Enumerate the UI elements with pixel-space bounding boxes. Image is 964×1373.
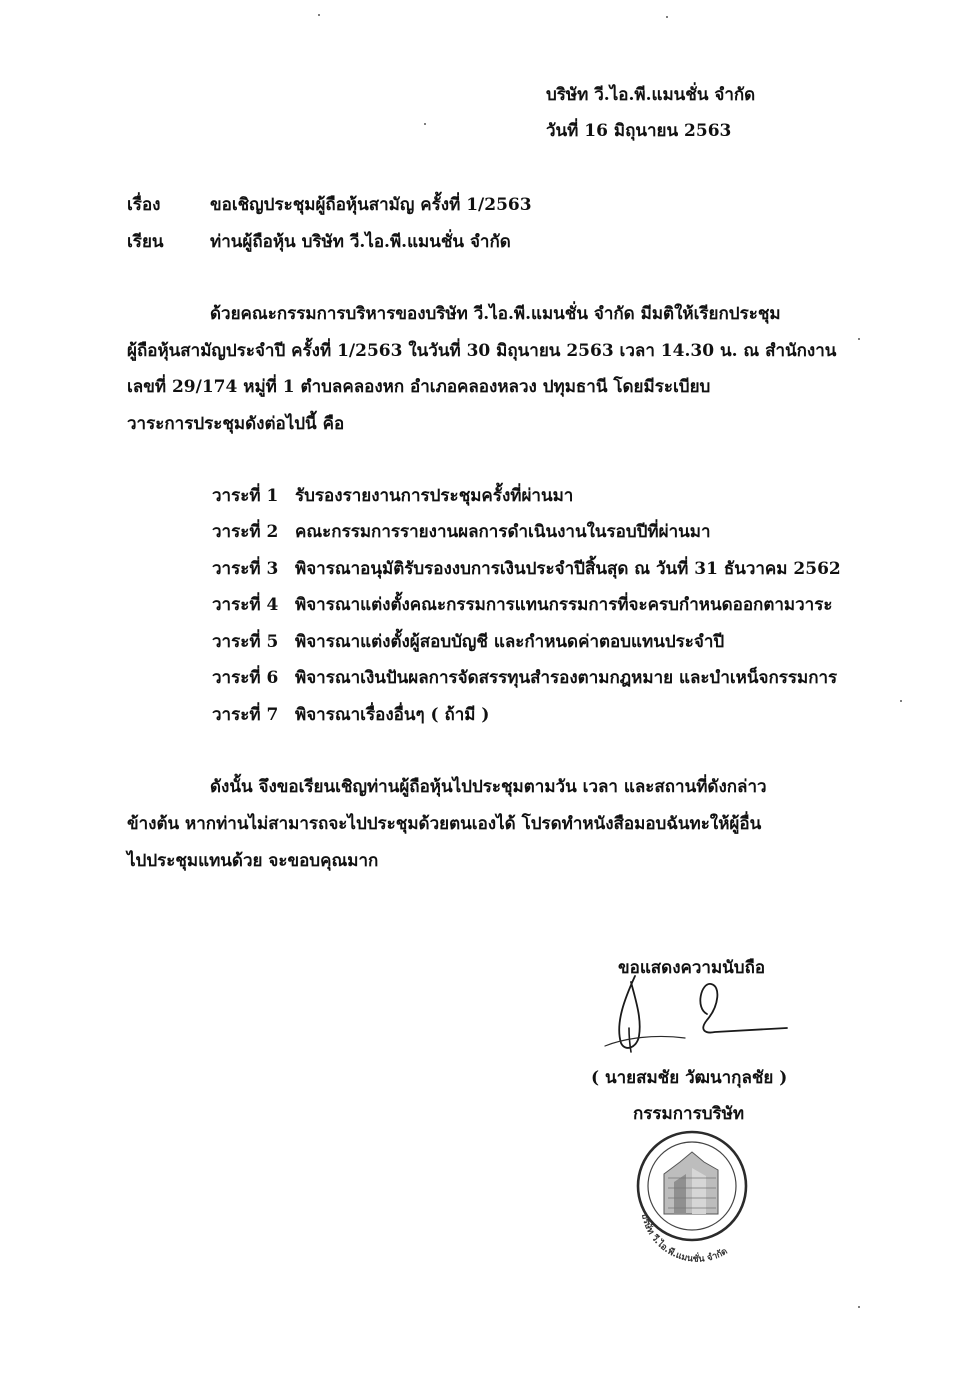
signer-name: ( นายสมชัย วัฒนากุลชัย ) <box>591 1068 788 1088</box>
agenda-item-text: คณะกรรมการรายงานผลการดำเนินงานในรอบปีที่ผ่านมา <box>295 522 711 542</box>
agenda-item-text: พิจารณาอนุมัติรับรองงบการเงินประจำปีสิ้นสุด ณ วันที่ 31 ธันวาคม 2562 <box>295 559 841 579</box>
scan-speck <box>318 14 320 16</box>
recipient-text: ท่านผู้ถือหุ้น บริษัท วี.ไอ.พี.แมนชั่น จำกัด <box>210 232 511 252</box>
recipient-label: เรียน <box>127 232 164 252</box>
svg-text:บริษัท วี.ไอ.พี.แมนชั่น จำกัด: บริษัท วี.ไอ.พี.แมนชั่น จำกัด <box>638 1212 730 1262</box>
regards-text: ขอแสดงความนับถือ <box>618 958 766 978</box>
closing-line: ไปประชุมแทนด้วย จะขอบคุณมาก <box>127 851 379 871</box>
intro-line: ด้วยคณะกรรมการบริหารของบริษัท วี.ไอ.พี.แมนชั่น จำกัด มีมติให้เรียกประชุม <box>210 304 781 324</box>
scan-speck <box>858 1306 860 1308</box>
company-name: บริษัท วี.ไอ.พี.แมนชั่น จำกัด <box>546 85 756 105</box>
company-seal-stamp <box>620 1122 770 1262</box>
intro-line: ผู้ถือหุ้นสามัญประจำปี ครั้งที่ 1/2563 ในวันที่ 30 มิถุนายน 2563 เวลา 14.30 น. ณ สำนักงาน <box>127 341 837 361</box>
subject-label: เรื่อง <box>127 195 161 215</box>
agenda-item-text: พิจารณาเรื่องอื่นๆ ( ถ้ามี ) <box>295 705 490 725</box>
handwritten-signature <box>595 968 795 1060</box>
intro-line: วาระการประชุมดังต่อไปนี้ คือ <box>127 414 345 434</box>
letter-date: วันที่ 16 มิถุนายน 2563 <box>546 121 732 141</box>
agenda-item-label: วาระที่ 5 <box>212 632 279 652</box>
agenda-item-text: พิจารณาแต่งตั้งคณะกรรมการแทนกรรมการที่จะครบกำหนดออกตามวาระ <box>295 595 833 615</box>
agenda-item-text: รับรองรายงานการประชุมครั้งที่ผ่านมา <box>295 486 574 506</box>
agenda-item-label: วาระที่ 1 <box>212 486 279 506</box>
agenda-item-text: พิจารณาเงินปันผลการจัดสรรทุนสำรองตามกฎหมาย และบำเหน็จกรรมการ <box>295 668 838 688</box>
closing-line: ข้างต้น หากท่านไม่สามารถจะไปประชุมด้วยตนเองได้ โปรดทำหนังสือมอบฉันทะให้ผู้อื่น <box>127 814 762 834</box>
agenda-item-label: วาระที่ 6 <box>212 668 279 688</box>
scan-speck <box>666 16 668 18</box>
scan-speck <box>424 123 426 125</box>
agenda-item-label: วาระที่ 4 <box>212 595 279 615</box>
agenda-item-label: วาระที่ 3 <box>212 559 279 579</box>
closing-line: ดังนั้น จึงขอเรียนเชิญท่านผู้ถือหุ้นไปประชุมตามวัน เวลา และสถานที่ดังกล่าว <box>210 777 767 797</box>
scan-speck <box>900 700 902 702</box>
agenda-item-label: วาระที่ 7 <box>212 705 279 725</box>
scan-speck <box>858 338 860 340</box>
signer-title: กรรมการบริษัท <box>633 1104 745 1124</box>
agenda-item-label: วาระที่ 2 <box>212 522 279 542</box>
agenda-item-text: พิจารณาแต่งตั้งผู้สอบบัญชี และกำหนดค่าตอบแทนประจำปี <box>295 632 725 652</box>
intro-line: เลขที่ 29/174 หมู่ที่ 1 ตำบลคลองหก อำเภอคลองหลวง ปทุมธานี โดยมีระเบียบ <box>127 377 711 397</box>
subject-text: ขอเชิญประชุมผู้ถือหุ้นสามัญ ครั้งที่ 1/2563 <box>210 195 532 215</box>
